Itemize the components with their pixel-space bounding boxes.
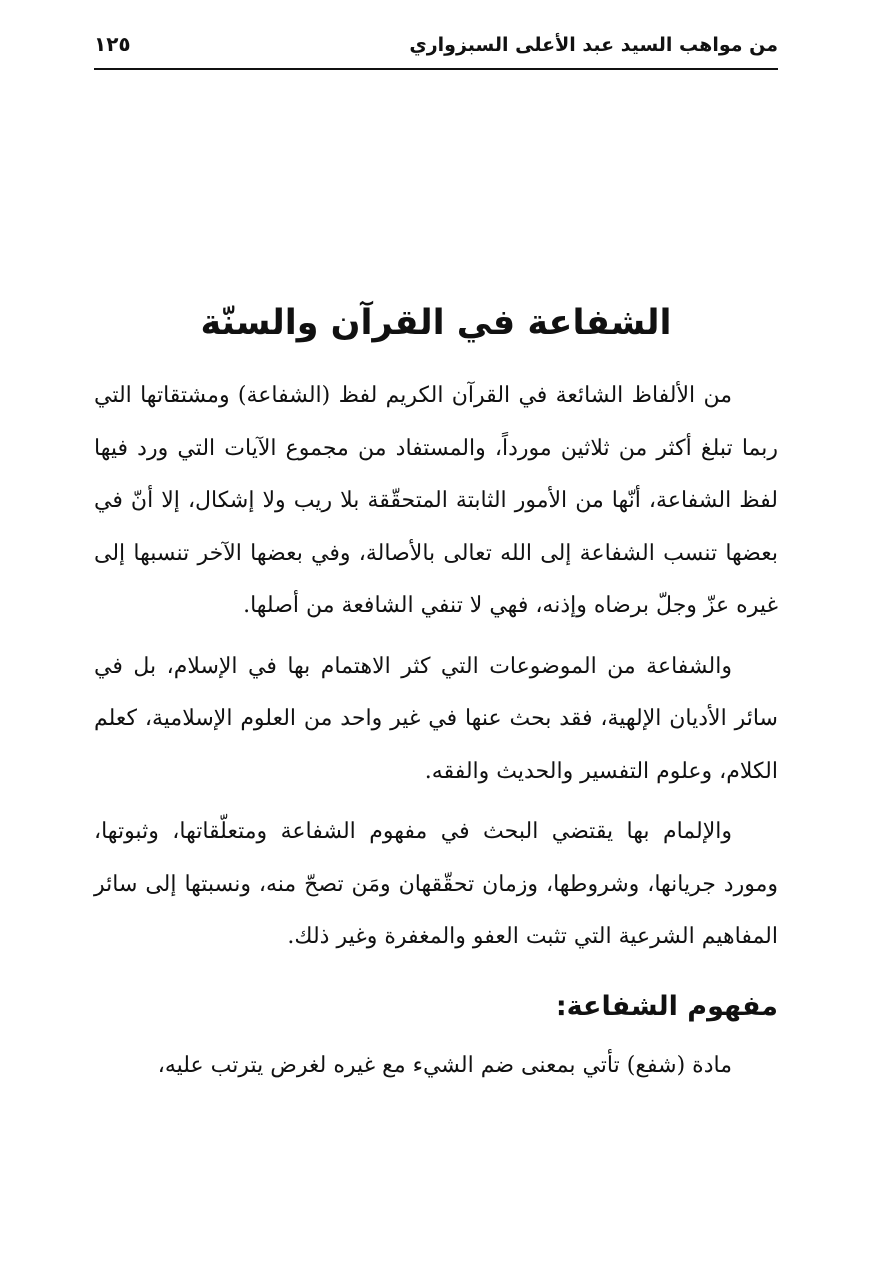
paragraph-scope: والإلمام بها يقتضي البحث في مفهوم الشفاعة ومتعلّقاتها، وثبوتها، ومورد جريانها، وشروطها، وزمان تحقّقهان ومَن تصحّ منه، ونسبتها إلى سائر المفاهيم الشرعية التي تثبت العفو والمغفرة وغير ذلك. bbox=[94, 819, 778, 949]
paragraph-intro: من الألفاظ الشائعة في القرآن الكريم لفظ (الشفاعة) ومشتقاتها التي ربما تبلغ أكثر من ثلاثين مورداً، والمستفاد من مجموع الآيات التي ورد فيها لفظ الشفاعة، أنّها من الأمور الثابتة المتحقّقة بلا ريب ولا إشكال، إلا أنّ في بعضها تنسب الشفاعة إلى الله تعالى بالأصالة، وفي بعضها الآخر تنسبها إلى غيره عزّ وجلّ برضاه وإذنه، فهي لا تنفي الشافعة من أصلها. bbox=[94, 383, 778, 618]
paragraph-definition: مادة (شفع) تأتي بمعنى ضم الشيء مع غيره لغرض يترتب عليه، bbox=[157, 1052, 732, 1078]
section-heading: مفهوم الشفاعة: bbox=[555, 990, 778, 1022]
paragraph-importance: والشفاعة من الموضوعات التي كثر الاهتمام بها في الإسلام، بل في سائر الأديان الإلهية، فقد بحث عنها في غير واحد من العلوم الإسلامية، كعلم الكلام، وعلوم التفسير والحديث والفقه. bbox=[94, 653, 778, 784]
page-number: ١٢٥ bbox=[94, 32, 131, 56]
running-title: من مواهب السيد عبد الأعلى السبزواري bbox=[409, 34, 778, 56]
running-header bbox=[94, 26, 778, 70]
chapter-title: الشفاعة في القرآن والسنّة bbox=[200, 303, 672, 344]
body-text bbox=[94, 370, 778, 1092]
